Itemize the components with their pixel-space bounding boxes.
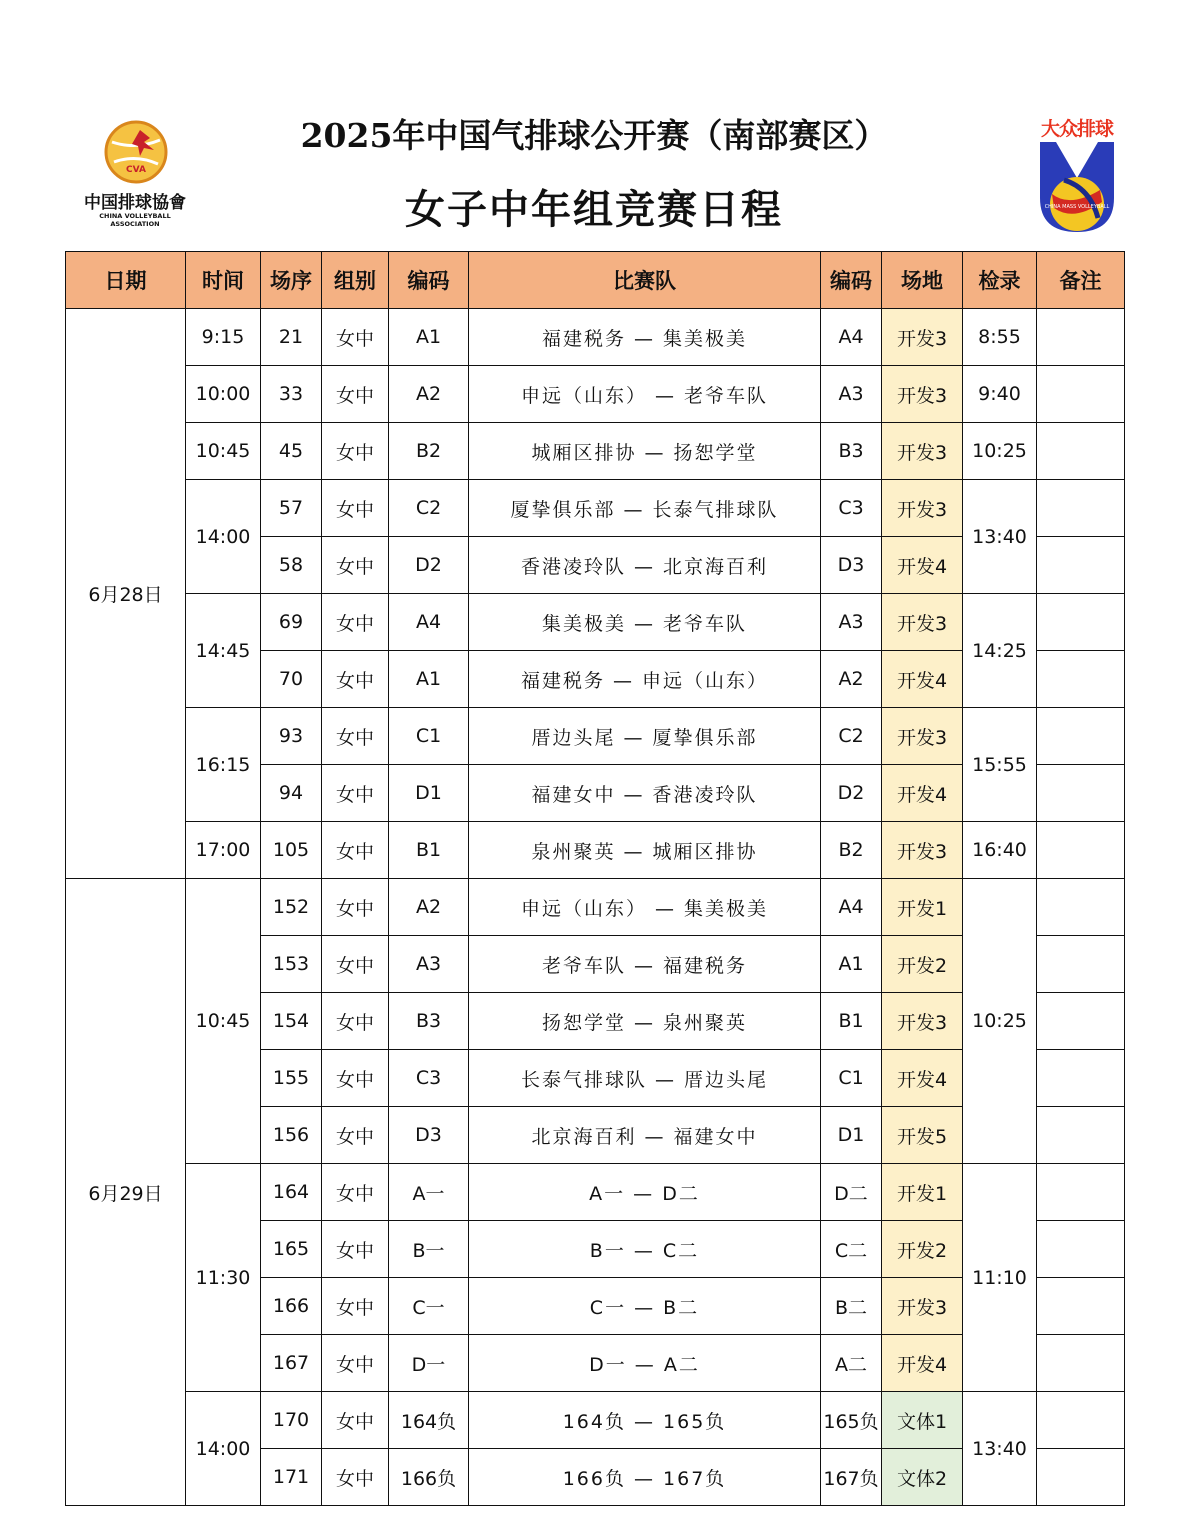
- code2-cell: 167负: [821, 1449, 882, 1506]
- note-cell: [1037, 936, 1125, 993]
- note-cell: [1037, 765, 1125, 822]
- venue-cell: 开发4: [882, 537, 963, 594]
- venue-cell: 开发1: [882, 1164, 963, 1221]
- note-cell: [1037, 594, 1125, 651]
- teams-cell: 长泰气排球队 — 厝边头尾: [469, 1050, 821, 1107]
- teams-cell: 泉州聚英 — 城厢区排协: [469, 822, 821, 879]
- match-no-cell: 154: [261, 993, 322, 1050]
- group-cell: 女中: [322, 1278, 389, 1335]
- note-cell: [1037, 879, 1125, 936]
- mass-volleyball-brand-text: 大众排球: [1040, 118, 1113, 140]
- checkin-cell: 13:40: [963, 1392, 1037, 1506]
- teams-cell: 福建税务 — 集美极美: [469, 309, 821, 366]
- teams-cell: 166负 — 167负: [469, 1449, 821, 1506]
- table-row: [66, 366, 1125, 423]
- note-cell: [1037, 1335, 1125, 1392]
- venue-cell: 开发3: [882, 993, 963, 1050]
- teams-cell: 福建女中 — 香港凌玲队: [469, 765, 821, 822]
- group-cell: 女中: [322, 1050, 389, 1107]
- match-no-cell: 155: [261, 1050, 322, 1107]
- venue-cell: 开发2: [882, 1221, 963, 1278]
- col-header-date: 日期: [66, 252, 186, 309]
- match-no-cell: 21: [261, 309, 322, 366]
- venue-cell: 开发1: [882, 879, 963, 936]
- group-cell: 女中: [322, 765, 389, 822]
- match-no-cell: 105: [261, 822, 322, 879]
- note-cell: [1037, 651, 1125, 708]
- teams-cell: B一 — C二: [469, 1221, 821, 1278]
- code2-cell: 165负: [821, 1392, 882, 1449]
- cva-logo: [80, 118, 190, 228]
- teams-cell: 厦挚俱乐部 — 长泰气排球队: [469, 480, 821, 537]
- match-no-cell: 165: [261, 1221, 322, 1278]
- table-row: [66, 309, 1125, 366]
- teams-cell: D一 — A二: [469, 1335, 821, 1392]
- table-header-row: [66, 252, 1125, 309]
- group-cell: 女中: [322, 1164, 389, 1221]
- match-no-cell: 153: [261, 936, 322, 993]
- note-cell: [1037, 1392, 1125, 1449]
- code1-cell: A1: [389, 309, 469, 366]
- group-cell: 女中: [322, 537, 389, 594]
- venue-cell: 文体1: [882, 1392, 963, 1449]
- venue-cell: 开发3: [882, 423, 963, 480]
- col-header-venue: 场地: [882, 252, 963, 309]
- match-no-cell: 33: [261, 366, 322, 423]
- venue-cell: 开发4: [882, 765, 963, 822]
- teams-cell: 老爷车队 — 福建税务: [469, 936, 821, 993]
- svg-text:CHINA MASS VOLLEYBALL: CHINA MASS VOLLEYBALL: [1044, 204, 1110, 210]
- code2-cell: A二: [821, 1335, 882, 1392]
- note-cell: [1037, 423, 1125, 480]
- note-cell: [1037, 366, 1125, 423]
- code1-cell: A1: [389, 651, 469, 708]
- code1-cell: A4: [389, 594, 469, 651]
- group-cell: 女中: [322, 936, 389, 993]
- code1-cell: D1: [389, 765, 469, 822]
- match-no-cell: 170: [261, 1392, 322, 1449]
- venue-cell: 文体2: [882, 1449, 963, 1506]
- table-row: [66, 594, 1125, 651]
- checkin-cell: 9:40: [963, 366, 1037, 423]
- code2-cell: B3: [821, 423, 882, 480]
- venue-cell: 开发4: [882, 1050, 963, 1107]
- venue-cell: 开发3: [882, 822, 963, 879]
- match-no-cell: 164: [261, 1164, 322, 1221]
- teams-cell: 申远（山东） — 集美极美: [469, 879, 821, 936]
- match-no-cell: 171: [261, 1449, 322, 1506]
- venue-cell: 开发4: [882, 651, 963, 708]
- table-row: [66, 480, 1125, 537]
- mass-volleyball-emblem-icon: [1030, 138, 1124, 236]
- code1-cell: B一: [389, 1221, 469, 1278]
- code2-cell: A4: [821, 879, 882, 936]
- time-cell: 10:45: [186, 423, 261, 480]
- code2-cell: C2: [821, 708, 882, 765]
- code2-cell: D二: [821, 1164, 882, 1221]
- group-cell: 女中: [322, 1221, 389, 1278]
- venue-cell: 开发3: [882, 594, 963, 651]
- teams-cell: 扬恕学堂 — 泉州聚英: [469, 993, 821, 1050]
- note-cell: [1037, 537, 1125, 594]
- match-no-cell: 93: [261, 708, 322, 765]
- checkin-cell: 10:25: [963, 879, 1037, 1164]
- checkin-cell: 10:25: [963, 423, 1037, 480]
- checkin-cell: 16:40: [963, 822, 1037, 879]
- time-cell: 10:45: [186, 879, 261, 1164]
- time-cell: 9:15: [186, 309, 261, 366]
- venue-cell: 开发3: [882, 309, 963, 366]
- code2-cell: C3: [821, 480, 882, 537]
- note-cell: [1037, 480, 1125, 537]
- col-header-note: 备注: [1037, 252, 1125, 309]
- teams-cell: A一 — D二: [469, 1164, 821, 1221]
- group-cell: 女中: [322, 1392, 389, 1449]
- time-cell: 14:45: [186, 594, 261, 708]
- checkin-cell: 8:55: [963, 309, 1037, 366]
- table-row: [66, 708, 1125, 765]
- code2-cell: D2: [821, 765, 882, 822]
- note-cell: [1037, 1050, 1125, 1107]
- venue-cell: 开发3: [882, 480, 963, 537]
- group-cell: 女中: [322, 594, 389, 651]
- code1-cell: C一: [389, 1278, 469, 1335]
- group-cell: 女中: [322, 366, 389, 423]
- code1-cell: A2: [389, 879, 469, 936]
- note-cell: [1037, 1449, 1125, 1506]
- teams-cell: 福建税务 — 申远（山东）: [469, 651, 821, 708]
- note-cell: [1037, 1164, 1125, 1221]
- date-cell: 6月28日: [66, 309, 186, 879]
- match-no-cell: 58: [261, 537, 322, 594]
- code2-cell: D3: [821, 537, 882, 594]
- col-header-code2: 编码: [821, 252, 882, 309]
- teams-cell: 北京海百利 — 福建女中: [469, 1107, 821, 1164]
- schedule-table: [65, 251, 1125, 1506]
- group-cell: 女中: [322, 309, 389, 366]
- note-cell: [1037, 1107, 1125, 1164]
- col-header-checkin: 检录: [963, 252, 1037, 309]
- col-header-group: 组别: [322, 252, 389, 309]
- code1-cell: D2: [389, 537, 469, 594]
- group-cell: 女中: [322, 1107, 389, 1164]
- code1-cell: A2: [389, 366, 469, 423]
- group-cell: 女中: [322, 651, 389, 708]
- table-row: [66, 822, 1125, 879]
- cva-logo-chinese-name: 中国排球協會: [84, 193, 186, 213]
- table-row: [66, 879, 1125, 936]
- svg-text:CVA: CVA: [126, 165, 146, 175]
- group-cell: 女中: [322, 1449, 389, 1506]
- code2-cell: A2: [821, 651, 882, 708]
- code2-cell: B二: [821, 1278, 882, 1335]
- code1-cell: A一: [389, 1164, 469, 1221]
- teams-cell: 申远（山东） — 老爷车队: [469, 366, 821, 423]
- cva-logo-english-name: CHINA VOLLEYBALL ASSOCIATION: [99, 212, 171, 228]
- code2-cell: B1: [821, 993, 882, 1050]
- note-cell: [1037, 822, 1125, 879]
- code2-cell: A3: [821, 594, 882, 651]
- checkin-cell: 11:10: [963, 1164, 1037, 1392]
- time-cell: 14:00: [186, 480, 261, 594]
- table-row: [66, 1392, 1125, 1449]
- match-no-cell: 45: [261, 423, 322, 480]
- code2-cell: B2: [821, 822, 882, 879]
- code2-cell: C二: [821, 1221, 882, 1278]
- code1-cell: D3: [389, 1107, 469, 1164]
- venue-cell: 开发2: [882, 936, 963, 993]
- code1-cell: 164负: [389, 1392, 469, 1449]
- group-cell: 女中: [322, 480, 389, 537]
- venue-cell: 开发3: [882, 366, 963, 423]
- time-cell: 16:15: [186, 708, 261, 822]
- code1-cell: D一: [389, 1335, 469, 1392]
- note-cell: [1037, 1278, 1125, 1335]
- note-cell: [1037, 708, 1125, 765]
- col-header-teams: 比赛队: [469, 252, 821, 309]
- match-no-cell: 166: [261, 1278, 322, 1335]
- time-cell: 10:00: [186, 366, 261, 423]
- match-no-cell: 57: [261, 480, 322, 537]
- code1-cell: B2: [389, 423, 469, 480]
- schedule-body: [66, 309, 1125, 1506]
- col-header-match-no: 场序: [261, 252, 322, 309]
- code2-cell: A1: [821, 936, 882, 993]
- code1-cell: B1: [389, 822, 469, 879]
- code1-cell: C1: [389, 708, 469, 765]
- code2-cell: A4: [821, 309, 882, 366]
- mass-volleyball-logo: [1030, 114, 1124, 236]
- teams-cell: 164负 — 165负: [469, 1392, 821, 1449]
- teams-cell: C一 — B二: [469, 1278, 821, 1335]
- group-cell: 女中: [322, 708, 389, 765]
- page-subtitle: 女子中年组竞赛日程: [405, 187, 783, 233]
- col-header-code1: 编码: [389, 252, 469, 309]
- code2-cell: C1: [821, 1050, 882, 1107]
- teams-cell: 香港凌玲队 — 北京海百利: [469, 537, 821, 594]
- code1-cell: C2: [389, 480, 469, 537]
- page-title: 2025年中国气排球公开赛（南部赛区）: [300, 116, 888, 155]
- note-cell: [1037, 993, 1125, 1050]
- note-cell: [1037, 1221, 1125, 1278]
- checkin-cell: 15:55: [963, 708, 1037, 822]
- venue-cell: 开发3: [882, 708, 963, 765]
- venue-cell: 开发4: [882, 1335, 963, 1392]
- code1-cell: C3: [389, 1050, 469, 1107]
- time-cell: 14:00: [186, 1392, 261, 1506]
- teams-cell: 厝边头尾 — 厦挚俱乐部: [469, 708, 821, 765]
- col-header-time: 时间: [186, 252, 261, 309]
- checkin-cell: 14:25: [963, 594, 1037, 708]
- code2-cell: D1: [821, 1107, 882, 1164]
- match-no-cell: 167: [261, 1335, 322, 1392]
- group-cell: 女中: [322, 993, 389, 1050]
- checkin-cell: 13:40: [963, 480, 1037, 594]
- date-cell: 6月29日: [66, 879, 186, 1506]
- table-row: [66, 1164, 1125, 1221]
- group-cell: 女中: [322, 879, 389, 936]
- group-cell: 女中: [322, 822, 389, 879]
- match-no-cell: 70: [261, 651, 322, 708]
- match-no-cell: 156: [261, 1107, 322, 1164]
- group-cell: 女中: [322, 1335, 389, 1392]
- code1-cell: B3: [389, 993, 469, 1050]
- time-cell: 17:00: [186, 822, 261, 879]
- group-cell: 女中: [322, 423, 389, 480]
- table-row: [66, 423, 1125, 480]
- venue-cell: 开发5: [882, 1107, 963, 1164]
- teams-cell: 集美极美 — 老爷车队: [469, 594, 821, 651]
- match-no-cell: 69: [261, 594, 322, 651]
- match-no-cell: 152: [261, 879, 322, 936]
- match-no-cell: 94: [261, 765, 322, 822]
- teams-cell: 城厢区排协 — 扬恕学堂: [469, 423, 821, 480]
- code1-cell: 166负: [389, 1449, 469, 1506]
- code1-cell: A3: [389, 936, 469, 993]
- time-cell: 11:30: [186, 1164, 261, 1392]
- code2-cell: A3: [821, 366, 882, 423]
- venue-cell: 开发3: [882, 1278, 963, 1335]
- volleyball-emblem-icon: [104, 120, 168, 184]
- note-cell: [1037, 309, 1125, 366]
